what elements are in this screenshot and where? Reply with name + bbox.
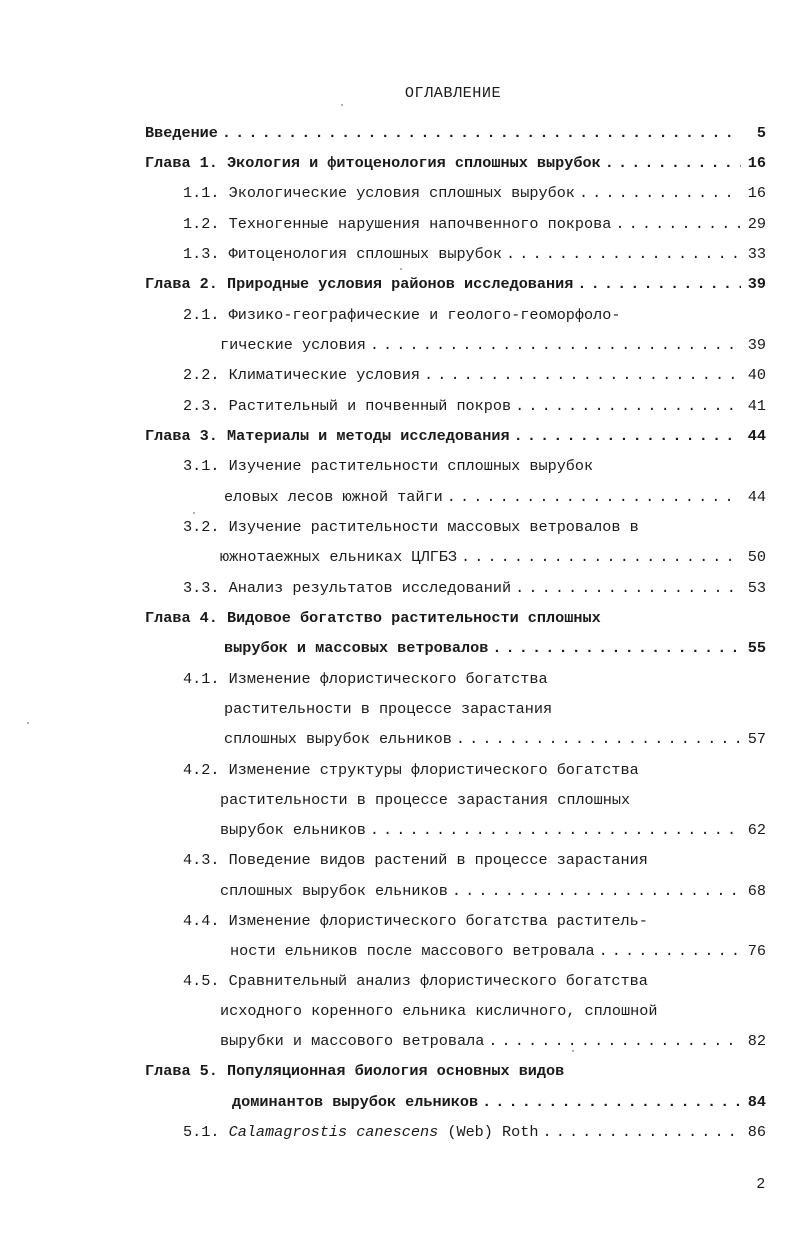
- toc-page-number: 44: [747, 427, 766, 445]
- toc-entry-chapter-2[interactable]: [145, 273, 766, 295]
- toc-entry-4-3[interactable]: [183, 849, 648, 871]
- dot-leader: [515, 577, 741, 599]
- toc-entry-text: Изменение структуры флористического богатства: [228, 761, 639, 779]
- toc-page-number: 53: [747, 579, 766, 597]
- toc-entry-2-1-continued[interactable]: [220, 334, 766, 356]
- dot-leader: [506, 243, 741, 265]
- dot-leader: [615, 213, 741, 235]
- dot-leader: [577, 273, 741, 295]
- toc-entry-text: Растительный и почвенный покров: [228, 397, 512, 415]
- scan-speck: [193, 512, 195, 514]
- toc-entry-text: Материалы и методы исследования: [227, 427, 510, 445]
- toc-entry-text: еловых лесов южной тайги: [224, 488, 443, 506]
- toc-entry-chapter-5-continued[interactable]: [232, 1091, 766, 1113]
- toc-page-number: 33: [747, 245, 766, 263]
- toc-section-number: 1.3.: [183, 245, 220, 263]
- toc-entry-text: растительности в процессе зарастания: [224, 700, 553, 718]
- toc-entry-1-1[interactable]: [183, 182, 766, 204]
- toc-section-number: 5.1.: [183, 1123, 220, 1141]
- toc-entry-author: (Web) Roth: [447, 1123, 539, 1141]
- page-number: 2: [756, 1175, 765, 1192]
- toc-entry-text: Экология и фитоценология сплошных вырубок: [227, 154, 601, 172]
- toc-entry-text: Популяционная биология основных видов: [227, 1062, 565, 1080]
- toc-entry-text: Сравнительный анализ флористического богатства: [228, 972, 648, 990]
- toc-page-number: 40: [747, 366, 766, 384]
- toc-entry-chapter-1[interactable]: [145, 152, 766, 174]
- toc-page-number: 86: [747, 1123, 766, 1141]
- toc-section-number: 4.2.: [183, 761, 220, 779]
- toc-entry-4-4[interactable]: [183, 910, 648, 932]
- toc-page-number: 44: [747, 488, 766, 506]
- toc-entry-text: исходного коренного ельника кисличного, сплошной: [220, 1002, 658, 1020]
- toc-section-number: 4.3.: [183, 851, 220, 869]
- toc-entry-text: Климатические условия: [228, 366, 420, 384]
- toc-section-number: 2.3.: [183, 397, 220, 415]
- toc-entry-text: Введение: [145, 124, 218, 142]
- toc-entry-text: ности ельников после массового ветровала: [230, 942, 595, 960]
- toc-section-number: 3.2.: [183, 518, 220, 536]
- toc-entry-text: доминантов вырубок ельников: [232, 1093, 479, 1111]
- toc-page-number: 16: [747, 184, 766, 202]
- toc-page-number: 68: [747, 882, 766, 900]
- toc-entry-text: Экологические условия сплошных вырубок: [228, 184, 575, 202]
- toc-entry-4-2[interactable]: [183, 759, 639, 781]
- toc-entry-4-3-continued[interactable]: [220, 880, 766, 902]
- scan-speck: [27, 722, 29, 724]
- toc-chapter-number: Глава 1.: [145, 154, 218, 172]
- toc-entry-4-5-continued[interactable]: [220, 1030, 766, 1052]
- toc-entry-text: вырубок ельников: [220, 821, 366, 839]
- toc-page-number: 29: [747, 215, 766, 233]
- toc-page-number: 39: [747, 336, 766, 354]
- dot-leader: [542, 1121, 741, 1143]
- toc-page-number: 82: [747, 1032, 766, 1050]
- toc-chapter-number: Глава 3.: [145, 427, 218, 445]
- toc-chapter-number: Глава 2.: [145, 275, 218, 293]
- dot-leader: [579, 182, 741, 204]
- toc-entry-4-1-continued[interactable]: [224, 728, 766, 750]
- toc-page-number: 41: [747, 397, 766, 415]
- toc-entry-4-5[interactable]: [183, 970, 648, 992]
- toc-section-number: 1.1.: [183, 184, 220, 202]
- dot-leader: [370, 819, 741, 841]
- toc-entry-text: южнотаежных ельниках ЦЛГБЗ: [220, 548, 457, 566]
- dot-leader: [605, 152, 741, 174]
- toc-section-number: 2.2.: [183, 366, 220, 384]
- toc-section-number: 4.4.: [183, 912, 220, 930]
- toc-entry-introduction[interactable]: [145, 122, 766, 144]
- toc-entry-text: Видовое богатство растительности сплошных: [227, 609, 601, 627]
- toc-entry-text: Изменение флористического богатства: [228, 670, 548, 688]
- toc-section-number: 4.5.: [183, 972, 220, 990]
- toc-entry-4-2-continued[interactable]: [220, 819, 766, 841]
- toc-entry-text: Анализ результатов исследований: [228, 579, 512, 597]
- toc-entry-text: Изменение флористического богатства раститель-: [228, 912, 648, 930]
- toc-entry-text: Фитоценология сплошных вырубок: [228, 245, 503, 263]
- toc-page-number: 16: [747, 154, 766, 172]
- dot-leader: [492, 637, 741, 659]
- toc-entry-5-1[interactable]: [183, 1121, 766, 1143]
- toc-entry-3-2-continued[interactable]: [220, 546, 766, 568]
- toc-entry-species-name: Calamagrostis canescens: [228, 1123, 439, 1141]
- dot-leader: [456, 728, 741, 750]
- toc-entry-text: сплошных вырубок ельников: [220, 882, 448, 900]
- toc-entry-3-1[interactable]: [183, 455, 593, 477]
- scan-speck: [400, 268, 402, 270]
- toc-entry-text: вырубок и массовых ветровалов: [224, 639, 489, 657]
- toc-page-number: 39: [747, 275, 766, 293]
- toc-entry-4-4-continued[interactable]: [230, 940, 766, 962]
- scan-speck: [341, 104, 343, 106]
- toc-entry-1-2[interactable]: [183, 213, 766, 235]
- dot-leader: [370, 334, 741, 356]
- toc-entry-4-1[interactable]: [183, 668, 548, 690]
- toc-entry-2-1[interactable]: [183, 304, 621, 326]
- scan-speck: [572, 1050, 574, 1052]
- toc-section-number: 2.1.: [183, 306, 220, 324]
- toc-page-number: 76: [747, 942, 766, 960]
- toc-entry-text: Физико-географические и геолого-геоморфоло-: [228, 306, 621, 324]
- toc-entry-4-1-line-2[interactable]: [224, 698, 552, 720]
- toc-page-number: 62: [747, 821, 766, 839]
- toc-page-number: 5: [756, 124, 766, 142]
- toc-chapter-number: Глава 4.: [145, 609, 218, 627]
- toc-entry-text: Техногенные нарушения напочвенного покрова: [228, 215, 612, 233]
- dot-leader: [482, 1091, 741, 1113]
- dot-leader: [515, 395, 741, 417]
- toc-section-number: 1.2.: [183, 215, 220, 233]
- toc-entry-text: растительности в процессе зарастания сплошных: [220, 791, 631, 809]
- dot-leader: [599, 940, 741, 962]
- toc-entry-1-3[interactable]: [183, 243, 766, 265]
- dot-leader: [424, 364, 741, 386]
- toc-entry-text: сплошных вырубок ельников: [224, 730, 452, 748]
- toc-entry-text: Природные условия районов исследования: [227, 275, 574, 293]
- toc-entry-text: Изучение растительности массовых ветровалов в: [228, 518, 639, 536]
- toc-entry-chapter-3[interactable]: [145, 425, 766, 447]
- dot-leader: [461, 546, 741, 568]
- toc-page-number: 55: [747, 639, 766, 657]
- dot-leader: [222, 122, 741, 144]
- toc-entry-3-1-continued[interactable]: [224, 486, 766, 508]
- toc-entry-text: вырубки и массового ветровала: [220, 1032, 485, 1050]
- toc-entry-text: Изучение растительности сплошных вырубок: [228, 457, 594, 475]
- toc-chapter-number: Глава 5.: [145, 1062, 218, 1080]
- toc-entry-3-3[interactable]: [183, 577, 766, 599]
- toc-section-number: 4.1.: [183, 670, 220, 688]
- toc-section-number: 3.3.: [183, 579, 220, 597]
- dot-leader: [452, 880, 741, 902]
- toc-entry-4-5-line-2[interactable]: [220, 1000, 657, 1022]
- toc-entry-text: Поведение видов растений в процессе зарастания: [228, 851, 648, 869]
- dot-leader: [447, 486, 741, 508]
- toc-entry-chapter-5[interactable]: [145, 1060, 564, 1082]
- page-title: ОГЛАВЛЕНИЕ: [404, 84, 502, 102]
- toc-entry-text: гические условия: [220, 336, 366, 354]
- toc-entry-chapter-4-continued[interactable]: [224, 637, 766, 659]
- toc-entry-3-2[interactable]: [183, 516, 639, 538]
- toc-page-number: 50: [747, 548, 766, 566]
- toc-entry-4-2-line-2[interactable]: [220, 789, 630, 811]
- toc-entry-2-2[interactable]: [183, 364, 766, 386]
- dot-leader: [488, 1030, 741, 1052]
- toc-entry-chapter-4[interactable]: [145, 607, 601, 629]
- dot-leader: [514, 425, 741, 447]
- toc-page-number: 84: [747, 1093, 766, 1111]
- toc-page-number: 57: [747, 730, 766, 748]
- toc-section-number: 3.1.: [183, 457, 220, 475]
- toc-entry-2-3[interactable]: [183, 395, 766, 417]
